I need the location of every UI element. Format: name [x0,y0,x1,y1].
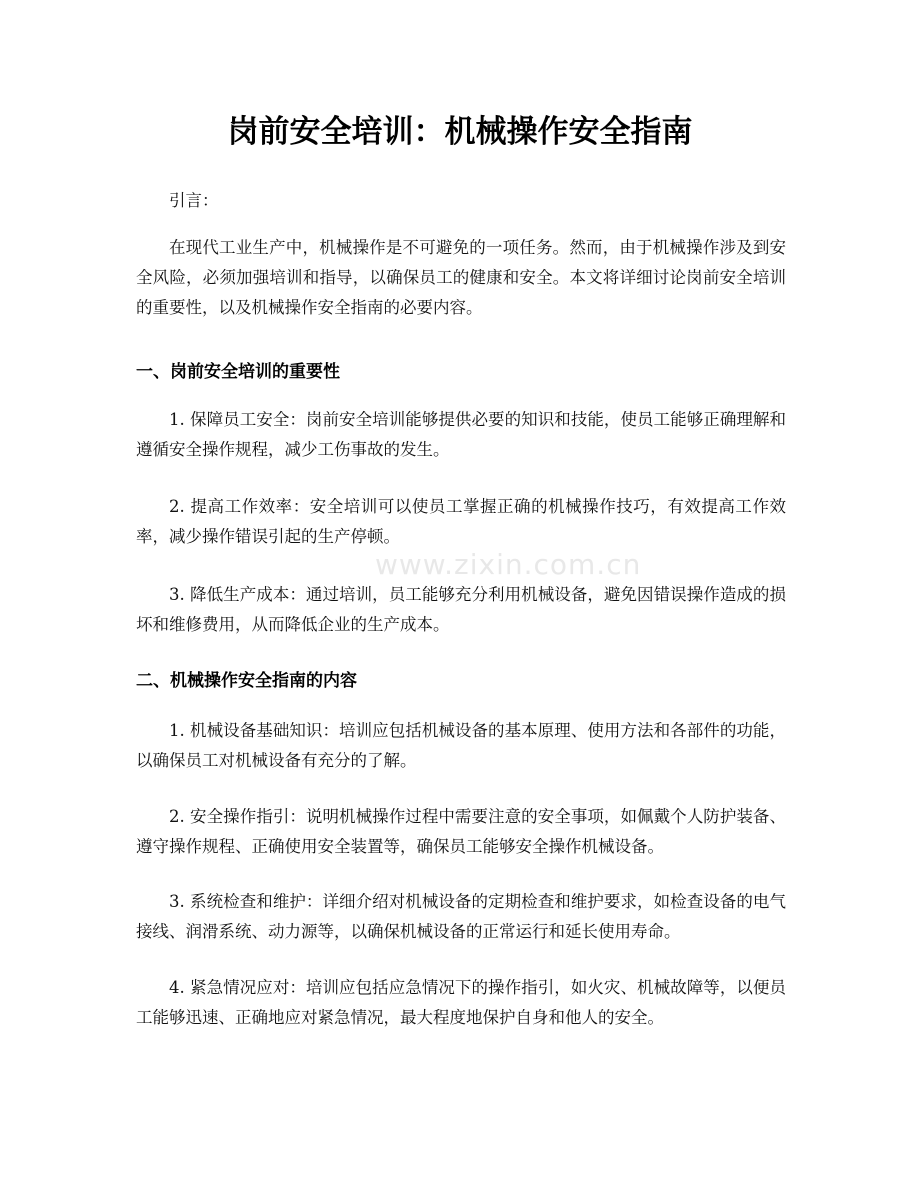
section-item: 3. 系统检查和维护：详细介绍对机械设备的定期检查和维护要求，如检查设备的电气接线、润滑系统、动力源等，以确保机械设备的正常运行和延长使用寿命。 [136,892,786,941]
section-heading: 二、机械操作安全指南的内容 [136,671,357,691]
intro-label: 引言： [169,191,219,210]
section-item: 4. 紧急情况应对：培训应包括应急情况下的操作指引，如火灾、机械故障等，以便员工能够迅速、正确地应对紧急情况，最大程度地保护自身和他人的安全。 [136,978,786,1027]
section-item: 3. 降低生产成本：通过培训，员工能够充分利用机械设备，避免因错误操作造成的损坏和维修费用，从而降低企业的生产成本。 [136,585,786,634]
section-item: 1. 保障员工安全：岗前安全培训能够提供必要的知识和技能，使员工能够正确理解和遵循安全操作规程，减少工伤事故的发生。 [136,410,786,459]
section-item: 2. 安全操作指引：说明机械操作过程中需要注意的安全事项，如佩戴个人防护装备、遵守操作规程、正确使用安全装置等，确保员工能够安全操作机械设备。 [136,807,786,856]
section-item: 1. 机械设备基础知识：培训应包括机械设备的基本原理、使用方法和各部件的功能，以确保员工对机械设备有充分的了解。 [136,721,786,770]
watermark: www.zixin.com.cn [375,548,642,581]
section-item: 2. 提高工作效率：安全培训可以使员工掌握正确的机械操作技巧，有效提高工作效率，减少操作错误引起的生产停顿。 [136,497,786,546]
document-title: 岗前安全培训：机械操作安全指南 [227,114,693,150]
section-heading: 一、岗前安全培训的重要性 [136,362,340,382]
intro-paragraph: 在现代工业生产中，机械操作是不可避免的一项任务。然而，由于机械操作涉及到安全风险，必须加强培训和指导，以确保员工的健康和安全。本文将详细讨论岗前安全培训的重要性，以及机械操作安全指南的必要内容。 [136,238,786,317]
